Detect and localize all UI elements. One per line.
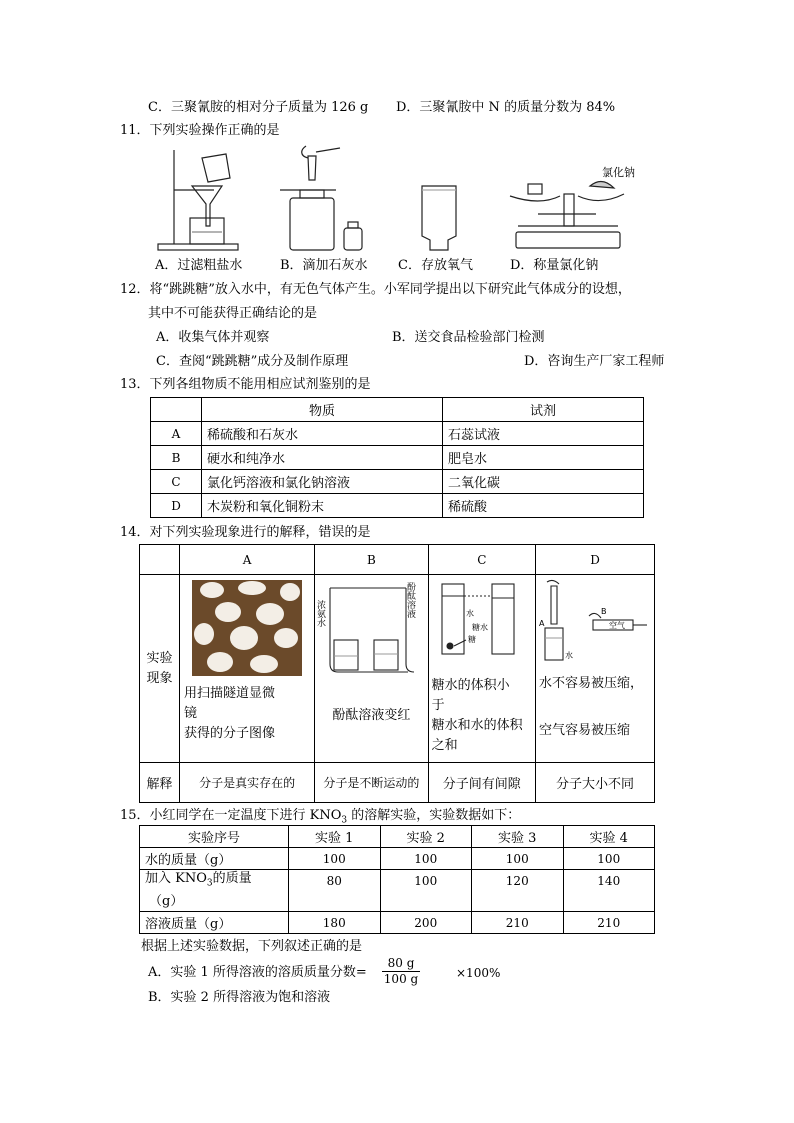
q12-option-b: B．送交食品检验部门检测 [392, 330, 545, 345]
value-cell: 100 [563, 848, 655, 870]
q13-table [150, 397, 644, 518]
table-row [151, 446, 644, 470]
phenomenon-row-label [140, 575, 180, 763]
explanation-cell: 分子是不断运动的 [315, 763, 428, 803]
q11-option-b: B．滴加石灰水 [280, 258, 368, 273]
row-label: 溶液质量（g） [140, 912, 289, 934]
table-row [140, 870, 655, 912]
q15-stem-text: 15．小红同学在一定温度下进行 KNO [120, 808, 342, 823]
sugar-water-image [432, 580, 526, 658]
header-cell [151, 398, 202, 422]
q12-option-a: A．收集气体并观察 [156, 330, 270, 345]
label-a: A [539, 619, 545, 628]
header-cell: 实验序号 [140, 826, 289, 848]
q12-stem: 12．将“跳跳糖”放入水中，有无色气体产生。小军同学提出以下研究此气体成分的设想， [120, 282, 631, 297]
phenomenon-text: 糖水的体积小 [431, 678, 510, 693]
row-key: A [151, 422, 202, 446]
row-label-text: 实验现象 [146, 650, 173, 686]
value-cell: 80 [289, 870, 381, 912]
corner-cell [140, 545, 180, 575]
value-cell: 140 [563, 870, 655, 912]
phenomenon-cell-a [179, 575, 314, 763]
table-header-row [151, 398, 644, 422]
table-row [140, 912, 655, 934]
q11-option-c: C．存放氧气 [398, 258, 473, 273]
denominator: 100 g [383, 972, 419, 986]
q12-stem-2: 其中不可能获得正确结论的是 [148, 306, 318, 321]
subscript: 3 [341, 815, 348, 826]
phenomenon-text: 镜 [183, 706, 197, 721]
table-row [151, 422, 644, 446]
row-key: D [151, 494, 202, 518]
sugar-label: 糖 [467, 635, 476, 644]
ammonia-label: 浓氨水 [315, 600, 326, 627]
table-row [140, 848, 655, 870]
filtration-apparatus-illustration [158, 150, 238, 250]
phenomenon-text: 空气容易被压缩 [539, 723, 631, 738]
substance-cell: 木炭粉和氧化铜粉末 [202, 494, 443, 518]
ammonia-phenolphthalein-image [315, 580, 418, 676]
header-cell: 物质 [202, 398, 443, 422]
q14-stem: 14．对下列实验现象进行的解释，错误的是 [120, 525, 371, 540]
q11-option-a: A．过滤粗盐水 [155, 258, 243, 273]
column-header: C [428, 545, 535, 575]
row-label: 水的质量（g） [140, 848, 289, 870]
fraction [382, 956, 420, 987]
value-cell: 210 [472, 912, 564, 934]
water-label: 水 [565, 651, 573, 660]
q12-option-c: C．查阅“跳跳糖”成分及制作原理 [156, 354, 349, 369]
phenomenon-cell-c [428, 575, 535, 763]
sugar-water-label: 糖水 [471, 623, 488, 632]
gas-bottle-inverted-illustration [422, 186, 456, 250]
table-row [151, 470, 644, 494]
q14-table [139, 544, 655, 803]
explanation-row-label: 解释 [140, 763, 180, 803]
substance-cell: 氯化钙溶液和氯化钠溶液 [202, 470, 443, 494]
row-key: B [151, 446, 202, 470]
q15-table [139, 825, 655, 934]
q11-stem: 11．下列实验操作正确的是 [120, 123, 280, 138]
value-cell: 100 [380, 870, 472, 912]
balance-scale-illustration [510, 181, 624, 248]
value-cell: 100 [472, 848, 564, 870]
molecule-image [192, 580, 302, 676]
label-b: B [601, 607, 607, 616]
syringe-compression-image [539, 580, 651, 664]
header-cell: 实验 1 [289, 826, 381, 848]
reagent-cell: 肥皂水 [443, 446, 644, 470]
row-label-text: 加入 KNO [145, 871, 207, 887]
q11-option-d: D．称量氯化钠 [510, 258, 599, 273]
value-cell: 210 [563, 912, 655, 934]
phenomenon-text: 水不容易被压缩， [539, 676, 644, 691]
nacl-label: 氯化钠 [602, 166, 635, 179]
column-header: B [315, 545, 428, 575]
row-label-text: 的质量 [212, 871, 252, 887]
column-header: D [536, 545, 655, 575]
row-label-text: （g） [149, 893, 184, 909]
phenolphthalein-label: 酚酞溶液 [405, 582, 416, 618]
value-cell: 100 [380, 848, 472, 870]
row-key: C [151, 470, 202, 494]
table-row [151, 494, 644, 518]
header-cell: 实验 2 [380, 826, 472, 848]
phenomenon-text: 酚酞溶液变红 [332, 708, 411, 723]
q13-stem: 13．下列各组物质不能用相应试剂鉴别的是 [120, 377, 371, 392]
column-header: A [179, 545, 314, 575]
q15-option-a: A．实验 1 所得溶液的溶质质量分数= [148, 965, 367, 980]
header-cell: 实验 4 [563, 826, 655, 848]
q15-option-b: B．实验 2 所得溶液为饱和溶液 [148, 990, 331, 1005]
value-cell: 180 [289, 912, 381, 934]
air-label: 空气 [609, 621, 625, 630]
explanation-cell: 分子是真实存在的 [179, 763, 314, 803]
phenomenon-text: 获得的分子图像 [183, 726, 275, 741]
phenomenon-text: 糖水和水的体积 [431, 718, 523, 733]
q11-illustrations [150, 146, 670, 256]
phenomenon-text: 用扫描隧道显微 [183, 686, 275, 701]
value-cell: 100 [289, 848, 381, 870]
water-label: 水 [465, 609, 474, 618]
q10-option-d: D．三聚氰胺中 N 的质量分数为 84% [396, 100, 616, 115]
q15-stem-tail: 的溶解实验，实验数据如下： [347, 808, 521, 823]
q10-option-c: C．三聚氰胺的相对分子质量为 126 g [148, 100, 369, 115]
header-cell: 实验 3 [472, 826, 564, 848]
explanation-cell: 分子间有间隙 [428, 763, 535, 803]
q15-lead: 根据上述实验数据，下列叙述正确的是 [141, 939, 363, 954]
phenomenon-text: 于 [431, 698, 445, 713]
explanation-cell: 分子大小不同 [536, 763, 655, 803]
phenomenon-cell-d [536, 575, 655, 763]
reagent-cell: 二氧化碳 [443, 470, 644, 494]
header-cell: 试剂 [443, 398, 644, 422]
reagent-cell: 稀硫酸 [443, 494, 644, 518]
substance-cell: 硬水和纯净水 [202, 446, 443, 470]
phenomenon-cell-b [315, 575, 428, 763]
reagent-cell: 石蕊试液 [443, 422, 644, 446]
value-cell: 200 [380, 912, 472, 934]
q12-option-d: D．咨询生产厂家工程师 [524, 354, 665, 369]
numerator: 80 g [387, 956, 415, 970]
row-label [140, 870, 289, 912]
subscript: 3 [206, 878, 213, 889]
substance-cell: 稀硫酸和石灰水 [202, 422, 443, 446]
phenomenon-text: 之和 [431, 738, 458, 753]
dropper-limewater-illustration [280, 146, 362, 250]
times-100-percent: ×100% [456, 966, 501, 980]
value-cell: 120 [472, 870, 564, 912]
